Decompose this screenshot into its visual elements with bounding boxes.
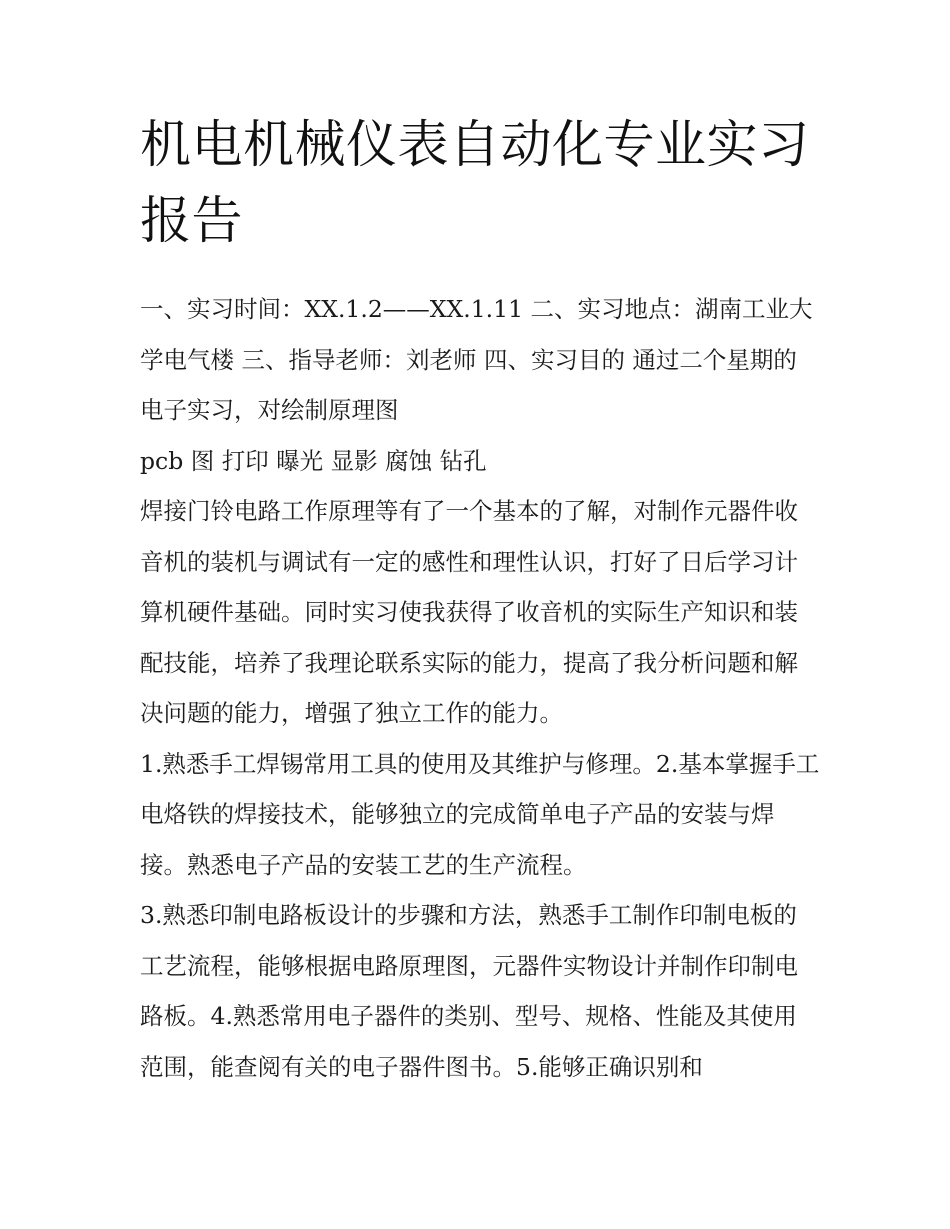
paragraph-objectives-3-5: 3.熟悉印制电路板设计的步骤和方法，熟悉手工制作印制电板的工艺流程，能够根据电路原理图，元器件实物设计并制作印制电路板。4.熟悉常用电子器件的类别、型号、规格、性能及其使用范围，能查阅有关的电子器件图书。5.能够正确识别和 [140, 901, 798, 1081]
document-body [140, 284, 820, 1092]
paragraph-purpose-summary: 焊接门铃电路工作原理等有了一个基本的了解，对制作元器件收音机的装机与调试有一定的感性和理性认识，打好了日后学习计算机硬件基础。同时实习使我获得了收音机的实际生产知识和装配技能，培养了我理论联系实际的能力，提高了我分析问题和解决问题的能力，增强了独立工作的能力。 [140, 497, 798, 727]
document-title: 机电机械仪表自动化专业实习报告 [140, 116, 810, 251]
document-content [140, 108, 820, 1092]
paragraph-objectives-1-2: 1.熟悉手工焊锡常用工具的使用及其维护与修理。2.基本掌握手工电烙铁的焊接技术，能够独立的完成简单电子产品的安装与焊接。熟悉电子产品的安装工艺的生产流程。 [140, 749, 820, 879]
paragraph-internship-info: 一、实习时间：XX.1.2——XX.1.11 二、实习地点：湖南工业大学电气楼 三、指导老师：刘老师 四、实习目的 通过二个星期的电子实习，对绘制原理图 [140, 295, 813, 424]
paragraph-process-steps: pcb 图 打印 曝光 显影 腐蚀 钻孔 [140, 446, 487, 475]
